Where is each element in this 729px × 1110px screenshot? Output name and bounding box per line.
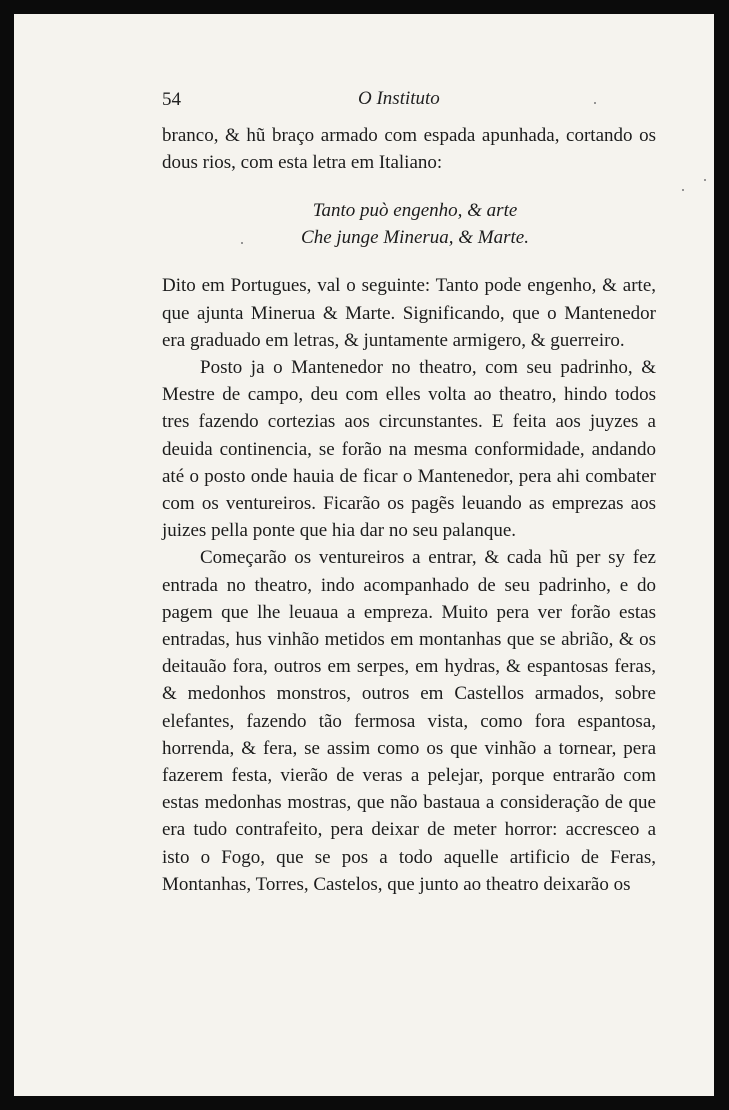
- paper-speck: [241, 242, 243, 244]
- paragraph-4: Começarão os ventureiros a entrar, & cada hũ per sy fez entrada no theatro, indo acompanhado de seu padrinho, e do pagem que lhe leuaua a empreza. Muito pera ver forão estas entradas, hus vinhão metidos em montanhas que se abrião, & os deitauão fora, outros em serpes, em hydras, & espantosas feras, & medonhos monstros, outros em Castellos armados, sobre elefantes, fazendo tão fermosa vista, como fora espantosa, horrenda, & fera, se assim como os que vinhão a tornear, pera fazerem festa, vierão de veras a pelejar, porque entrarão com estas medonhas mostras, que não bastaua a consideração de que era tudo contrafeito, pera deixar de meter horror: accresceo a isto o Fogo, que se pos a todo aquelle artificio de Feras, Montanhas, Torres, Castelos, que junto ao theatro deixarão os: [162, 547, 656, 895]
- paper-speck: [704, 179, 706, 181]
- paper-speck: [594, 102, 596, 104]
- book-page: [14, 14, 714, 1096]
- paragraph-1: branco, & hũ braço armado com espada apunhada, cortando os dous rios, com esta letra em Italiano:: [162, 125, 656, 174]
- paragraph-3: Posto ja o Mantenedor no theatro, com seu padrinho, & Mestre de campo, deu com elles volta ao theatro, hindo todos tres fazendo cortezias aos circunstantes. E feita aos juyzes a deuida continencia, se forão na mesma conformidade, andando até o posto onde hauia de ficar o Mantenedor, pera ahi combater com os ventureiros. Ficarão os pagẽs leuando as emprezas aos juizes pella ponte que hia dar no seu palanque.: [162, 357, 656, 542]
- running-title: O Instituto: [358, 88, 440, 109]
- body-text: [162, 122, 656, 898]
- paragraph-2: Dito em Portugues, val o seguinte: Tanto pode engenho, & arte, que ajunta Minerua & Marte. Significando, que o Mantenedor era graduado em letras, & juntamente armigero, & guerreiro.: [162, 275, 656, 351]
- verse-line-1: Tanto può engenho, & arte: [312, 200, 518, 222]
- verse-line-2: Che junge Minerua, & Marte.: [301, 227, 529, 249]
- verse-quote: [162, 197, 656, 251]
- page-number: 54: [162, 89, 181, 110]
- paper-speck: [682, 189, 684, 191]
